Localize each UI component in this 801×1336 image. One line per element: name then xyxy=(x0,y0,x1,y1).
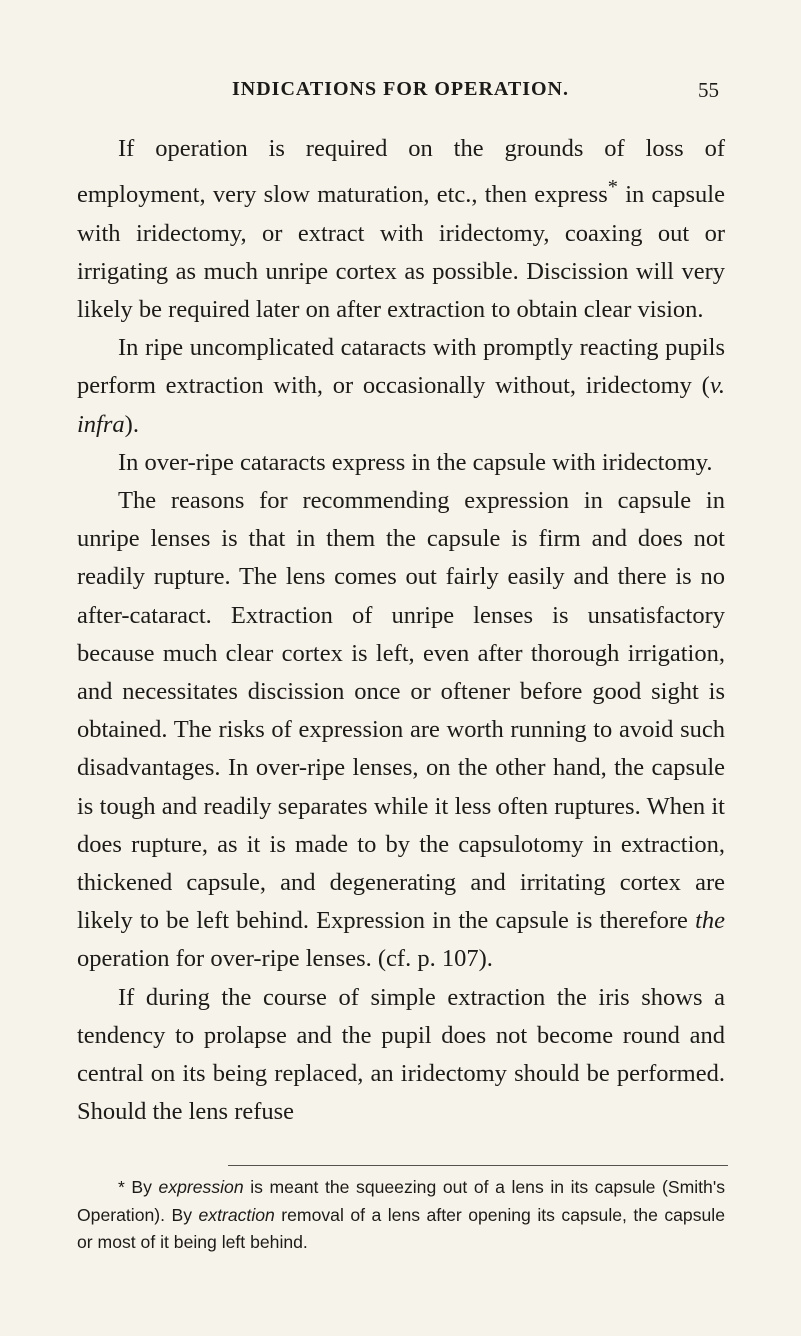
paragraph-2-part-a: In ripe uncomplicated cataracts with promptly reacting pupils perform extraction with, or occasionally without, iridectomy ( xyxy=(77,334,725,400)
paragraph-1-part-a: If operation is required on the grounds of loss of employment, very slow maturation, etc., then express xyxy=(77,135,725,209)
footnote-mark: * By xyxy=(118,1177,159,1197)
footnote-text-1: is meant the squeezing out of a lens in its capsule (Smith's Operation). By xyxy=(77,1177,725,1225)
paragraph-5: If during the course of simple extraction the iris shows a tendency to prolapse and the pupil does not become round and central on its being replaced, an iridectomy should be performed. Should the lens refuse xyxy=(77,983,725,1126)
paragraph-4-italic: the xyxy=(695,907,725,935)
paragraph-1-part-b: in capsule with iridectomy, or extract with iridectomy, coaxing out or irrigating as much unripe cortex as possible. Discission will very likely be required later on after extraction to obtain clear vision. xyxy=(77,181,725,323)
footnote-divider xyxy=(228,1165,728,1166)
paragraph-2-italic: v. infra xyxy=(77,372,725,438)
footnote-marker: * xyxy=(607,176,618,199)
footnote-term-extraction: extraction xyxy=(198,1204,275,1225)
running-head: INDICATIONS FOR OPERATION. xyxy=(232,78,569,100)
paragraph-4-part-b: operation for over-ripe lenses. (cf. p. 107). xyxy=(77,945,493,973)
footnote-text-2: removal of a lens after opening its capsule, the capsule or most of it being left behind. xyxy=(77,1204,725,1252)
footnote xyxy=(77,1174,725,1257)
paragraph-2 xyxy=(77,329,725,444)
footnote-term-expression: expression xyxy=(158,1177,244,1197)
page-number: 55 xyxy=(698,78,719,102)
paragraph-3: In over-ripe cataracts express in the capsule with iridectomy. xyxy=(118,448,713,476)
footnote-text xyxy=(77,1174,725,1257)
paragraph-2-part-b: ). xyxy=(124,410,139,438)
body-text xyxy=(77,130,725,1131)
paragraph-4-part-a: The reasons for recommending expression in capsule in unripe lenses is that in them the capsule is firm and does not readily rupture. The lens comes out fairly easily and there is no after-cataract. Extraction of unripe lenses is unsatisfactory because much clear cortex is left, even after thorough irrigation, and necessitates discission once or oftener before good sight is obtained. The risks of expression are worth running to avoid such disadvantages. In over-ripe lenses, on the other hand, the capsule is tough and readily separates while it less often ruptures. When it does rupture, as it is made to by the capsulotomy in extraction, thickened capsule, and degenerating and irritating cortex are likely to be left behind. Expression in the capsule is therefore xyxy=(77,486,725,935)
page-header xyxy=(0,78,801,106)
paragraph-4 xyxy=(77,482,725,979)
paragraph-1 xyxy=(77,130,725,329)
